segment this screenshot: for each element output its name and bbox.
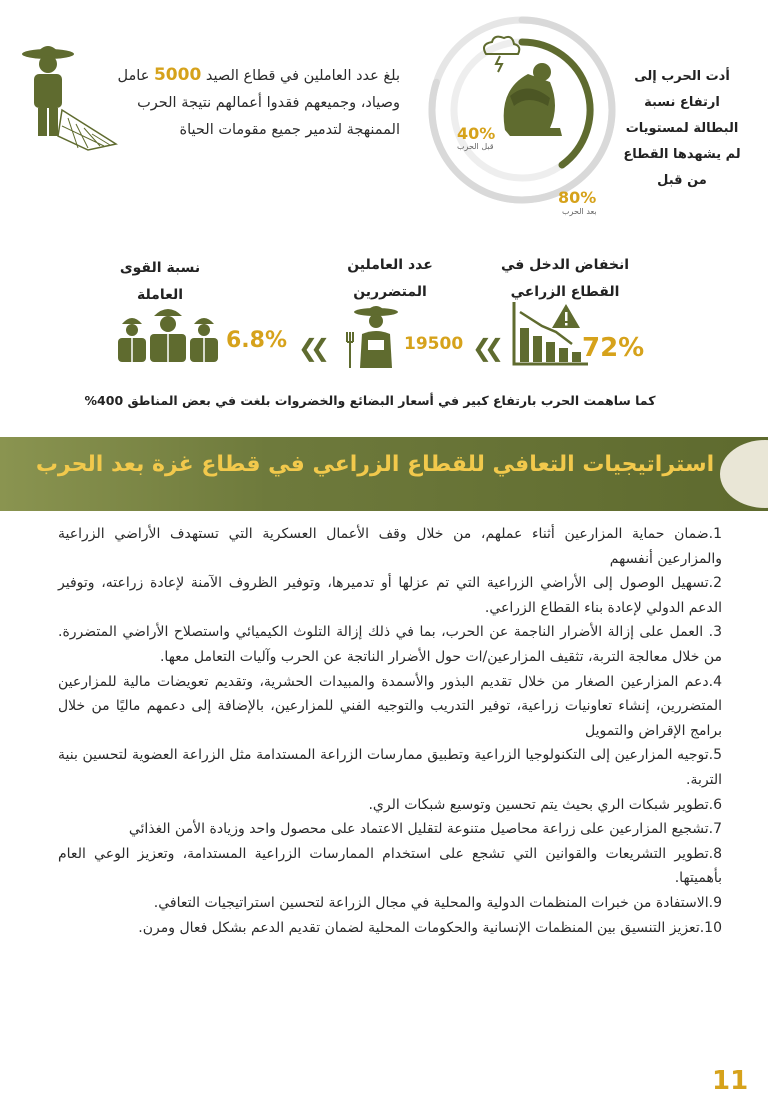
list-item: 1.ضمان حماية المزارعين أثناء عملهم، من خلال وقف الأعمال العسكرية التي تستهدف الأراضي الزراعية والمزارعين أنفسهم [58,526,722,567]
chevron-left-icon: ❮❮ [298,334,323,362]
page-number: 11 [712,1066,749,1096]
list-item: 9.الاستفادة من خبرات المنظمات الدولية والمحلية في مجال الزراعة لتحسين استراتيجيات التعافي. [153,894,722,911]
income-drop-title: انخفاض الدخل في القطاع الزراعي [500,257,630,300]
fishers-text-before: بلغ عدد العاملين في قطاع الصيد [205,68,400,84]
chevron-left-icon: ❮❮ [472,334,497,362]
distressed-person-icon [504,63,562,136]
labor-force-value: 6.8% [226,328,288,353]
list-item: 8.تطوير التشريعات والقوانين التي تشجع على استخدام الممارسات الزراعية المستدامة، وتعزيز الوعي العام بأهميتها. [58,845,722,887]
affected-workers-value: 19500 [404,334,464,354]
list-item: 10.تعزيز التنسيق بين المنظمات الإنسانية والحكومات المحلية لضمان تقديم الدعم بشكل فعال ومرن. [138,919,722,936]
workers-group-icon [114,304,224,362]
declining-bar-chart-icon [512,302,588,366]
unemployment-statement: أدت الحرب إلى ارتفاع نسبة البطالة لمستويات لم يشهدها القطاع من قبل [623,69,741,188]
section-title: استراتيجيات التعافي للقطاع الزراعي في قطاع غزة بعد الحرب [35,452,715,477]
after-war-percent: 80% [558,188,597,207]
price-increase-note: كما ساهمت الحرب بارتفاع كبير في أسعار البضائع والخضروات بلغت في بعض المناطق 400% [84,393,656,408]
list-item: 4.دعم المزارعين الصغار من خلال تقديم البذور والأسمدة والمبيدات الحشرية، وتقديم تعويضات مالية للمزارعين المتضررين، إنشاء تعاونيات زراعية، توفير التدريب والتوجيه الفني للمزارعين، بالإضافة إلى دعمهم ماليًا من خلال برامج الإقراض والتمويل [58,673,722,739]
labor-force-title: نسبة القوى العاملة [119,260,201,303]
list-item: 6.تطوير شبكات الري بحيث يتم تحسين وتوسيع شبكات الري. [368,796,722,813]
fishers-count: 5000 [153,65,202,85]
affected-workers-title: عدد العاملين المتضررين [347,257,433,300]
after-war-label: بعد الحرب [562,207,597,216]
list-item: 2.تسهيل الوصول إلى الأراضي الزراعية التي تم عزلها أو تدميرها، وتوفير الظروف الآمنة لإعادة زراعته، وتوفير الدعم الدولي لإعادة بناء القطاع الزراعي. [58,575,722,616]
unemployment-ring-chart [410,10,635,220]
list-item: 5.توجيه المزارعين إلى التكنولوجيا الزراعية وتطبيق ممارسات الزراعة المستدامة مثل الزراعة العضوية لتحسين بنية التربة. [58,747,722,788]
income-drop-value: 72% [582,333,645,363]
fishers-text-after: عامل وصياد، وجميعهم فقدوا أعمالهم نتيجة الحرب الممنهجة لتدمير جميع مقومات الحياة [117,68,400,138]
list-item: 3. العمل على إزالة الأضرار الناجمة عن الحرب، بما في ذلك إزالة التلوث الكيميائي واستصلاح الأراضي المتضررة. من خلال معالجة التربة، تثقيف المزارعين/ات حول الأضرار الناتجة عن الحرب وآليات التعامل معها. [58,624,722,665]
strategies-list [58,522,722,940]
farmer-icon [346,304,402,368]
before-war-percent: 40% [457,124,496,143]
before-war-label: قبل الحرب [457,142,494,151]
fishers-statement [110,62,400,144]
list-item: 7.تشجيع المزارعين على زراعة محاصيل متنوعة لتقليل الاعتماد على محصول واحد وزيادة الأمن الغذائي [128,821,722,838]
